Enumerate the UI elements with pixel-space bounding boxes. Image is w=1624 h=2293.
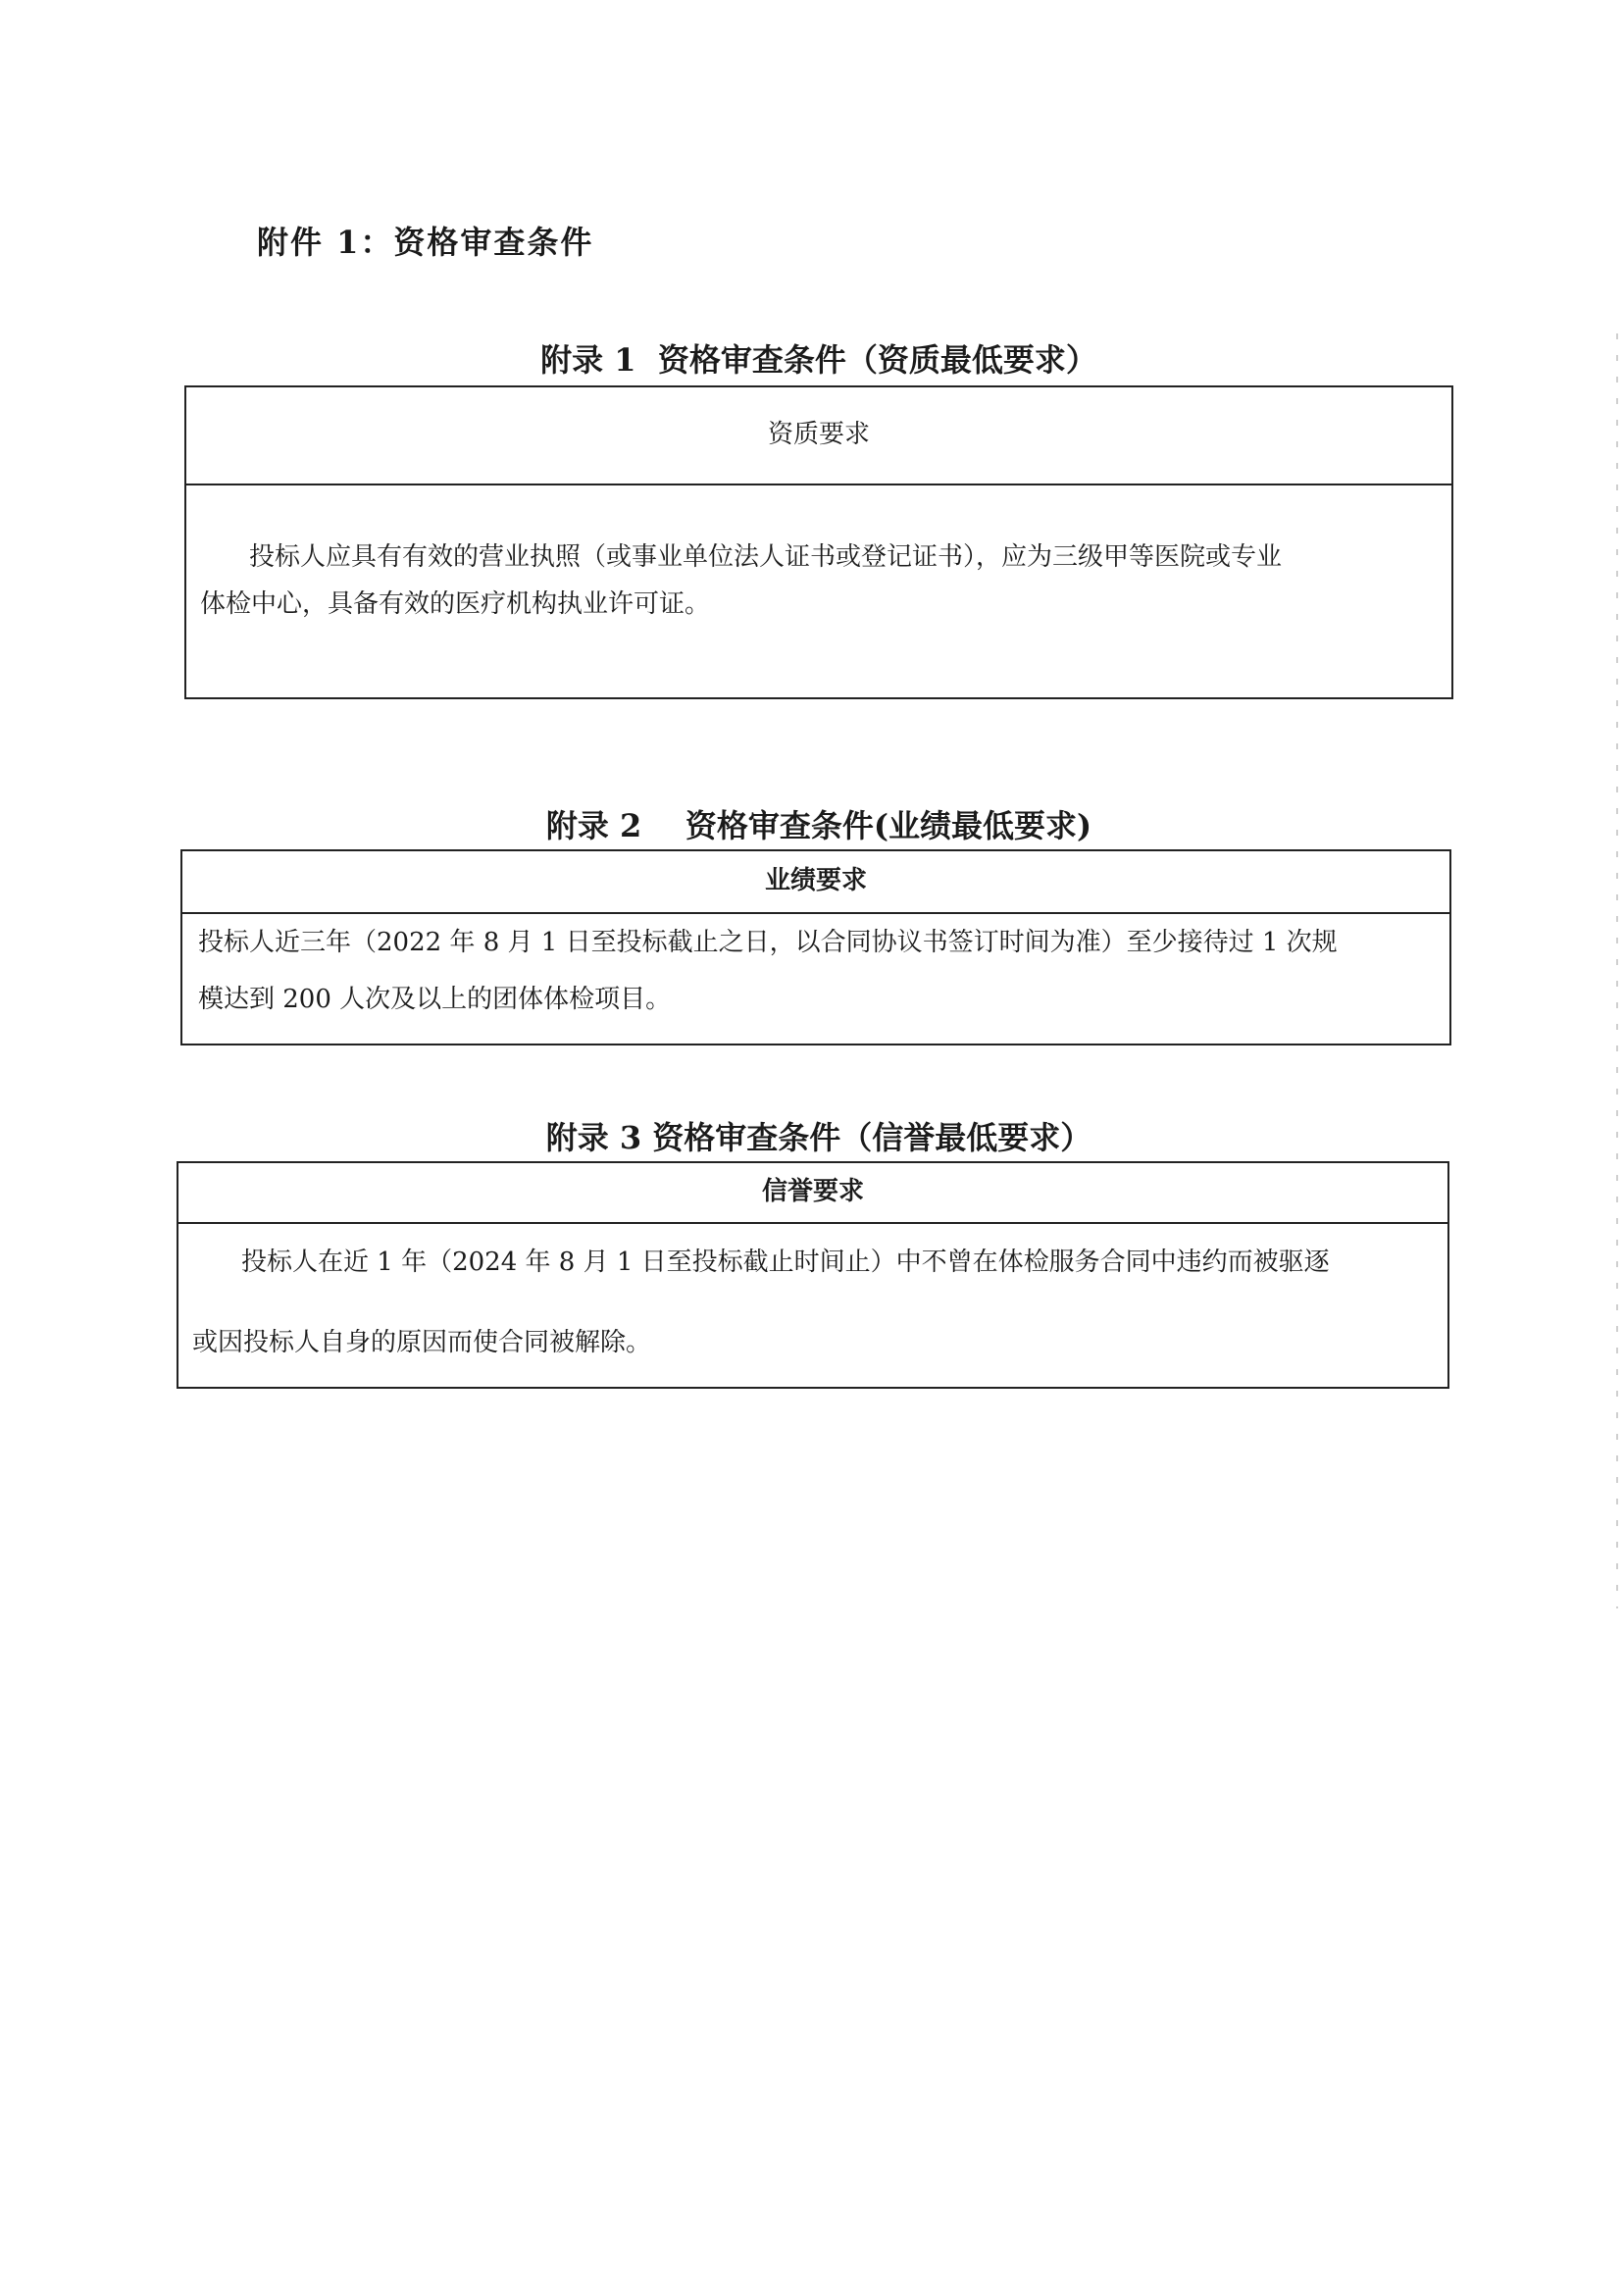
appendix-3-heading: 附录 3 资格审查条件（信誉最低要求）	[545, 1119, 1092, 1156]
document-title: 附件 1：资格审查条件	[257, 224, 594, 261]
appendix-3-line-1: 投标人在近 1 年（2024 年 8 月 1 日至投标截止时间止）中不曾在体检服务合同中违约而被驱逐	[241, 1248, 1330, 1277]
appendix-2-heading: 附录 2 资格审查条件(业绩最低要求)	[545, 807, 1092, 844]
appendix-1-table-body	[186, 485, 1451, 617]
appendix-3-table-body	[178, 1224, 1447, 1355]
appendix-2-table	[180, 849, 1451, 1045]
appendix-3-line-2: 或因投标人自身的原因而使合同被解除。	[192, 1328, 652, 1357]
appendix-3-table	[177, 1161, 1449, 1389]
appendix-2-table-header: 业绩要求	[182, 851, 1449, 914]
scan-edge-artifact	[1616, 333, 1618, 1608]
appendix-2-line-2: 模达到 200 人次及以上的团体体检项目。	[198, 985, 672, 1014]
appendix-1-line-2: 体检中心，具备有效的医疗机构执业许可证。	[200, 589, 711, 619]
appendix-2-table-body	[182, 914, 1449, 1012]
appendix-1-heading: 附录 1 资格审查条件（资质最低要求）	[540, 341, 1097, 379]
appendix-2-line-1: 投标人近三年（2022 年 8 月 1 日至投标截止之日，以合同协议书签订时间为准）至少接待过 1 次规	[198, 928, 1338, 957]
appendix-3-table-header: 信誉要求	[178, 1163, 1447, 1224]
appendix-1-line-1: 投标人应具有有效的营业执照（或事业单位法人证书或登记证书），应为三级甲等医院或专业	[249, 542, 1283, 572]
appendix-1-table	[184, 385, 1453, 699]
appendix-1-table-header: 资质要求	[186, 387, 1451, 485]
